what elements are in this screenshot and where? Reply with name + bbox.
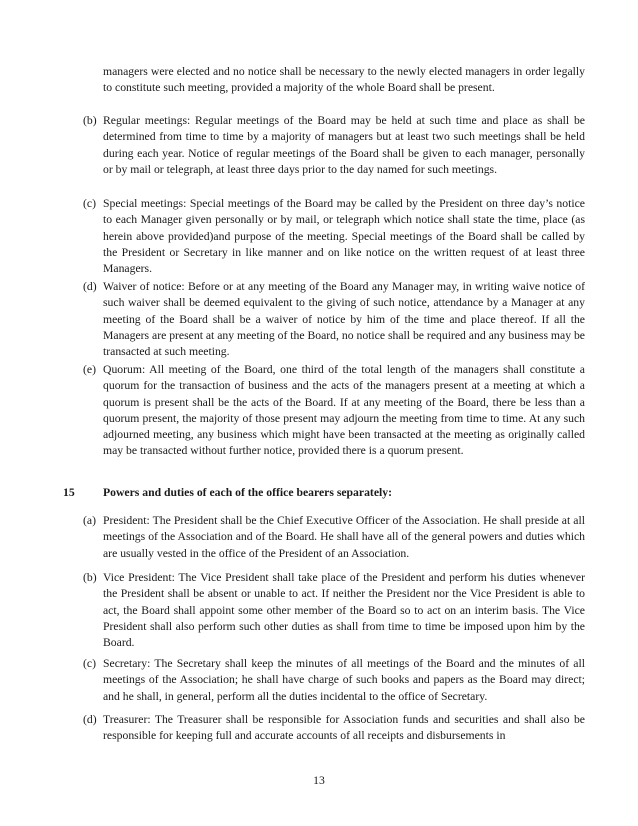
section-title: Powers and duties of each of the office bearers separately: <box>103 486 392 499</box>
item-text: Vice President: The Vice President shall take place of the President and perform his duties whenever the President shall be absent or unable to act. If neither the President nor the Vice President is able to act, the Board shall appoint some other member of the Board so to act on an interim basis. The Vice President shall also perform such other duties as shall from time to time be imposed upon him by the Board. <box>103 571 585 650</box>
item-label: (c) <box>83 197 96 210</box>
item-text: Regular meetings: Regular meetings of the Board may be held at such time and place as shall be determined from time to time by a majority of managers but at least two such meetings shall be held during each year. Notice of regular meetings of the Board shall be given to each manager, personally or by mail or telegraph, at least three days prior to the day named for such meetings. <box>103 114 585 176</box>
item-text: President: The President shall be the Chief Executive Officer of the Association. He shall preside at all meetings of the Association and of the Board. He shall have all of the general powers and duties which are usually vested in the office of the President of an Association. <box>103 514 585 560</box>
continuation-paragraph: managers were elected and no notice shall be necessary to the newly elected managers in order legally to constitute such meeting, provided a majority of the whole Board shall be present. <box>103 65 585 95</box>
item-label: (a) <box>83 514 96 527</box>
meeting-item-waiver <box>83 279 585 360</box>
item-text: Waiver of notice: Before or at any meeting of the Board any Manager may, in writing waive notice of such waiver shall be deemed equivalent to the giving of such notice, attendance by a Manager at any meeting of the Board shall be a waiver of notice by him of the time and place thereof. If all the Managers are present at any meeting of the Board, no notice shall be required and any business may be transacted at such meeting. <box>103 280 585 359</box>
meeting-item-quorum <box>83 362 585 460</box>
section-number: 15 <box>63 486 75 499</box>
item-text: Quorum: All meeting of the Board, one third of the total length of the managers shall constitute a quorum for the transaction of business and the acts of the managers present at a meeting at which a quorum is present shall be the acts of the Board. If at any meeting of the Board, there be less than a quorum present, the majority of those present may adjourn the meeting from time to time. At any such adjourned meeting, any business which might have been transacted at the meeting as originally called may be transacted without further notice, provided there is a quorum present. <box>103 363 585 458</box>
duty-item-president <box>83 513 585 562</box>
item-text: Secretary: The Secretary shall keep the minutes of all meetings of the Board and the minutes of all meetings of the Association; he shall have charge of such books and papers as the Board may direct; and he shall, in general, perform all the duties incidental to the office of Secretary. <box>103 657 585 703</box>
page-number: 13 <box>313 774 325 787</box>
item-label: (c) <box>83 657 96 670</box>
item-text: Special meetings: Special meetings of the Board may be called by the President on three day’s notice to each Manager given personally or by mail, or telegraph which notice shall state the time, place (as herein above provided)and purpose of the meeting. Special meetings of the Board shall be called by the President or Secretary in like manner and on like notice on the written request of at least three Managers. <box>103 197 585 276</box>
meeting-item-special <box>83 196 585 277</box>
duty-item-vice-president <box>83 570 585 651</box>
section-heading <box>63 485 585 501</box>
item-label: (d) <box>83 280 97 293</box>
duty-item-treasurer <box>83 712 585 745</box>
item-label: (d) <box>83 713 97 726</box>
item-label: (b) <box>83 571 97 584</box>
meeting-item-regular <box>83 113 585 178</box>
item-label: (b) <box>83 114 97 127</box>
item-text: Treasurer: The Treasurer shall be responsible for Association funds and securities and shall also be responsible for keeping full and accurate accounts of all receipts and disbursements in <box>103 713 585 743</box>
duty-item-secretary <box>83 656 585 705</box>
item-label: (e) <box>83 363 96 376</box>
